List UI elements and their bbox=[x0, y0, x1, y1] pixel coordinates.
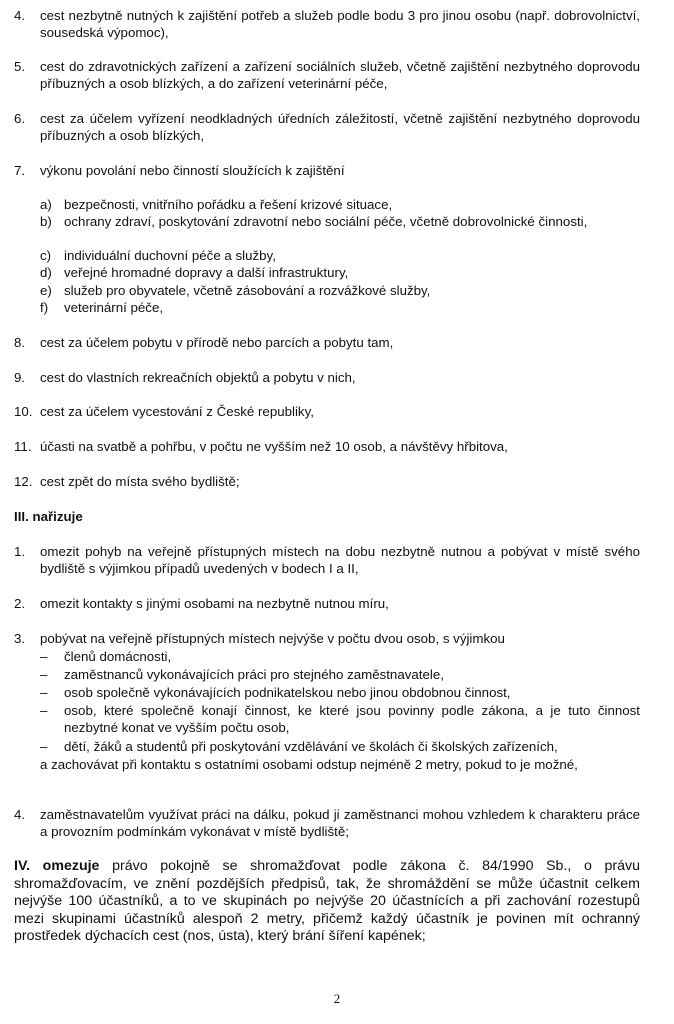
dash-mark: – bbox=[40, 667, 48, 682]
item-number: 9. bbox=[14, 370, 26, 385]
item-number: 4. bbox=[14, 807, 26, 822]
sub-item-text: veřejné hromadné dopravy a další infrastruktury, bbox=[64, 265, 349, 280]
sub-item-text: bezpečnosti, vnitřního pořádku a řešení krizové situace, bbox=[64, 197, 393, 212]
sub-item bbox=[40, 196, 640, 213]
item-text: cest za účelem vyřízení neodkladných úředních záležitostí, včetně zajištění nezbytného doprovodu příbuzných a osob blízkých, bbox=[40, 111, 640, 143]
sub-item bbox=[40, 247, 640, 264]
section-paragraph bbox=[14, 858, 640, 946]
item-number: 1. bbox=[14, 544, 26, 559]
sub-item bbox=[40, 299, 640, 316]
sub-item-letter: b) bbox=[40, 214, 52, 229]
item-text: zaměstnavatelům využívat práci na dálku, pokud ji zaměstnanci mohou vzhledem k charakteru práce a provozním podmínkám vykonávat v místě bydliště; bbox=[40, 807, 640, 839]
item-number: 5. bbox=[14, 59, 26, 74]
list-item bbox=[14, 162, 640, 179]
item-text: omezit kontakty s jinými osobami na nezbytně nutnou míru, bbox=[40, 596, 389, 611]
list-item bbox=[14, 334, 640, 351]
sub-item-text: veterinární péče, bbox=[64, 300, 164, 315]
dash-item-text: zaměstnanců vykonávajících práci pro stejného zaměstnavatele, bbox=[64, 667, 444, 682]
item-continuation: a zachovávat při kontaktu s ostatními osobami odstup nejméně 2 metry, pokud to je možné, bbox=[40, 757, 578, 772]
sub-item-letter: e) bbox=[40, 283, 52, 298]
list-item bbox=[14, 58, 640, 92]
item-text: cest zpět do místa svého bydliště; bbox=[40, 474, 240, 489]
item-number: 4. bbox=[14, 8, 26, 23]
item-text: cest nezbytně nutných k zajištění potřeb a služeb podle bodu 3 pro jinou osobu (např. dobrovolnictví, sousedská výpomoc), bbox=[40, 8, 640, 40]
item-number: 8. bbox=[14, 335, 26, 350]
dash-item bbox=[40, 738, 640, 755]
list-item bbox=[14, 369, 640, 386]
list-item bbox=[14, 403, 640, 420]
item-number: 2. bbox=[14, 596, 26, 611]
item-number: 3. bbox=[14, 631, 26, 646]
sub-item-text: ochrany zdraví, poskytování zdravotní nebo sociální péče, včetně dobrovolnické činnosti, bbox=[64, 214, 588, 229]
item-text: pobývat na veřejně přístupných místech nejvýše v počtu dvou osob, s výjimkou bbox=[40, 631, 505, 646]
list-item bbox=[14, 595, 640, 612]
item-number: 7. bbox=[14, 163, 26, 178]
dash-item bbox=[40, 684, 640, 701]
sub-item-text: individuální duchovní péče a služby, bbox=[64, 248, 276, 263]
dash-mark: – bbox=[40, 685, 48, 700]
item-number: 10. bbox=[14, 404, 33, 419]
list-item bbox=[14, 110, 640, 144]
list-item bbox=[14, 630, 640, 647]
sub-item bbox=[40, 213, 640, 230]
dash-item-text: dětí, žáků a studentů při poskytování vzdělávání ve školách či školských zařízeních, bbox=[64, 739, 558, 754]
sub-item bbox=[40, 264, 640, 281]
dash-mark: – bbox=[40, 703, 48, 718]
section-heading: III. nařizuje bbox=[14, 509, 83, 524]
item-number: 12. bbox=[14, 474, 33, 489]
item-number: 11. bbox=[14, 439, 32, 454]
dash-item bbox=[40, 666, 640, 683]
item-text: cest za účelem vycestování z České republiky, bbox=[40, 404, 314, 419]
dash-item-text: osob společně vykonávajících podnikatelskou nebo jinou obdobnou činnost, bbox=[64, 685, 511, 700]
item-text: cest do zdravotnických zařízení a zařízení sociálních služeb, včetně zajištění nezbytného doprovodu příbuzných a osob blízkých, a do zařízení veterinární péče, bbox=[40, 59, 640, 91]
sub-item-letter: d) bbox=[40, 265, 52, 280]
item-text: výkonu povolání nebo činností sloužících k zajištění bbox=[40, 163, 345, 178]
sub-item-letter: c) bbox=[40, 248, 52, 263]
list-item bbox=[14, 438, 640, 455]
dash-mark: – bbox=[40, 649, 48, 664]
sub-item bbox=[40, 282, 640, 299]
dash-mark: – bbox=[40, 739, 48, 754]
dash-item bbox=[40, 702, 640, 736]
sub-item-letter: a) bbox=[40, 197, 52, 212]
item-number: 6. bbox=[14, 111, 26, 126]
sub-item-text: služeb pro obyvatele, včetně zásobování a rozvážkové služby, bbox=[64, 283, 431, 298]
dash-item-text: osob, které společně konají činnost, ke které jsou povinny podle zákona, a je tuto činnost nezbytné konat ve vyšším počtu osob, bbox=[64, 703, 640, 735]
sub-item-letter: f) bbox=[40, 300, 49, 315]
item-text: omezit pohyb na veřejně přístupných místech na dobu nezbytně nutnou a pobývat v místě svého bydliště s výjimkou případů uvedených v bodech I a II, bbox=[40, 544, 640, 576]
list-item bbox=[14, 473, 640, 490]
item-text: cest za účelem pobytu v přírodě nebo parcích a pobytu tam, bbox=[40, 335, 394, 350]
section-heading: IV. omezuje bbox=[14, 858, 100, 874]
dash-item bbox=[40, 648, 640, 665]
page-number: 2 bbox=[333, 991, 341, 1006]
section-text: právo pokojně se shromažďovat podle zákona č. 84/1990 Sb., o právu shromažďovacím, ve znění pozdějších předpisů, tak, že shromáždění se může účastnit celkem nejvýše 100 účastníků, a to ve skupinách po nejvýše 20 účastnících a při zachování rozestupů mezi skupinami účastníků alespoň 2 metry, přičemž každý účastník je povinen mít ochranný prostředek dýchacích cest (nos, ústa), který brání šíření kapének; bbox=[14, 858, 640, 944]
list-item bbox=[14, 7, 640, 41]
item-text: cest do vlastních rekreačních objektů a pobytu v nich, bbox=[40, 370, 356, 385]
dash-item-text: členů domácnosti, bbox=[64, 649, 172, 664]
item-text: účasti na svatbě a pohřbu, v počtu ne vyšším než 10 osob, a návštěvy hřbitova, bbox=[40, 439, 508, 454]
list-item bbox=[14, 543, 640, 577]
list-item bbox=[14, 806, 640, 840]
